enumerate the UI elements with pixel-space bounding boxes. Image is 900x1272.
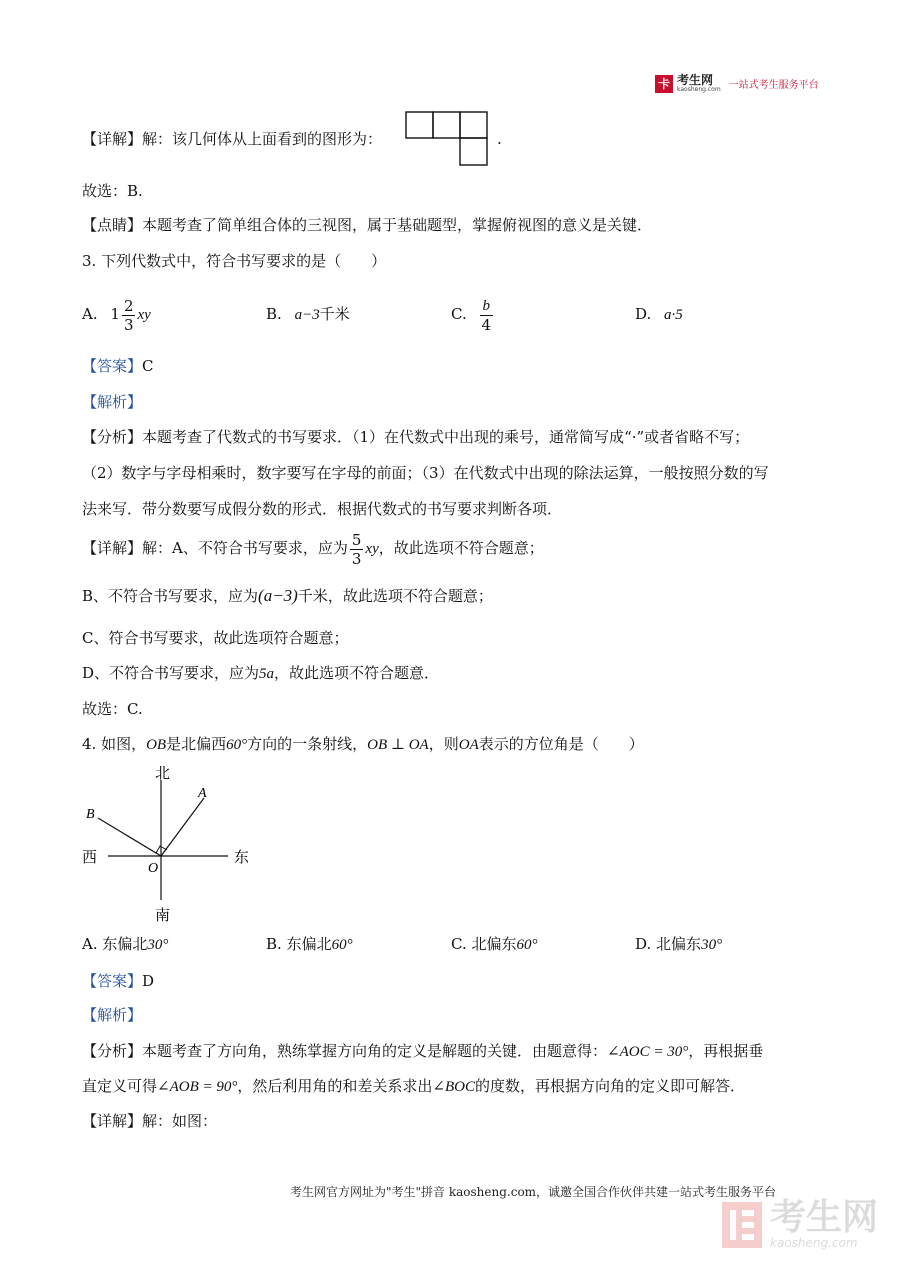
square-2 xyxy=(433,112,460,138)
q2-detail-period: . xyxy=(497,130,502,148)
label-west: 西 xyxy=(82,848,98,866)
ray-ob xyxy=(98,818,161,856)
answer-tag: 【答案】 xyxy=(82,357,143,375)
q3-detail-c: C、符合书写要求，故此选项符合题意； xyxy=(82,629,349,647)
watermark xyxy=(722,1197,879,1250)
q3-fenxi-3: 法来写．带分数要写成假分数的形式．根据代数式的书写要求判断各项． xyxy=(82,500,563,518)
detail-tag: 【详解】 xyxy=(82,130,143,148)
q3-detail-b: B、不符合书写要求，应为(a−3)千米，故此选项不符合题意； xyxy=(82,586,493,605)
q3-analysis-tag: 【解析】 xyxy=(82,393,143,411)
logo-name: 考生网 xyxy=(677,73,714,87)
q4-option-a: A. 东偏北30° xyxy=(82,935,169,953)
detail-tag: 【详解】 xyxy=(82,539,143,557)
q3-option-c: C. $\frac{b}{4}$ xyxy=(451,297,492,334)
footer-text: 考生网官方网址为"考生"拼音 kaosheng.com，诚邀全国合作伙伴共建一站式考生服务平台 xyxy=(290,1185,777,1199)
fenxi-tag: 【分析】 xyxy=(82,428,143,446)
q3-answer-line xyxy=(82,355,154,377)
watermark-name: 考生网 xyxy=(770,1197,879,1238)
q2-detail-line xyxy=(82,128,382,150)
q2-comment-text: 本题考查了简单组合体的三视图，属于基础题型，掌握俯视图的意义是关键． xyxy=(142,216,653,234)
direction-diagram xyxy=(78,760,258,930)
watermark-domain: kaosheng.com xyxy=(770,1236,858,1250)
q4-option-c: C. 北偏东60° xyxy=(451,935,538,953)
q2-detail-text: 解：该几何体从上面看到的图形为： xyxy=(142,130,383,148)
q3-answer: C xyxy=(142,357,154,375)
label-north: 北 xyxy=(155,764,171,782)
q3-stem: 3. 下列代数式中，符合书写要求的是（ ） xyxy=(82,252,387,270)
q3-detail-fraction: $\frac{5}{3}$ xyxy=(351,530,362,568)
q4-option-d: D. 北偏东30° xyxy=(635,935,723,953)
comment-tag: 【点睛】 xyxy=(82,216,143,234)
q3-detail-a: 【详解】解：A、不符合书写要求，应为 $\frac{5}{3}$ xy，故此选项不符合题意； xyxy=(82,530,544,568)
watermark-logo-icon xyxy=(722,1202,762,1248)
header-logo xyxy=(655,74,819,93)
logo-domain: kaosheng.com xyxy=(677,86,721,93)
answer-tag: 【答案】 xyxy=(82,972,143,990)
square-1 xyxy=(406,112,433,138)
q4-fenxi-1: 【分析】本题考查了方向角，熟练掌握方向角的定义是解题的关键．由题意得：∠AOC = 30°，再根据垂 xyxy=(82,1042,764,1060)
q4-analysis-tag: 【解析】 xyxy=(82,1006,143,1024)
q2-choose: 故选：B. xyxy=(82,182,143,200)
q3-option-d: D. a·5 xyxy=(635,305,683,323)
q4-stem: 4. 如图，OB是北偏西60°方向的一条射线，OB ⊥ OA，则OA表示的方位角是（ ） xyxy=(82,735,644,753)
detail-tag: 【详解】 xyxy=(82,1112,143,1130)
q3-c-fraction: $\frac{b}{4}$ xyxy=(481,297,492,334)
q3-fenxi-2: （2）数字与字母相乘时，数字要写在字母的前面；（3）在代数式中出现的除法运算，一般按照分数的写 xyxy=(82,464,769,482)
q4-answer: D xyxy=(142,972,155,990)
q3-option-a: A. 1 $\frac{2}{3}$ xy xyxy=(82,296,151,334)
label-south: 南 xyxy=(155,906,171,924)
label-a: A xyxy=(198,786,207,801)
q2-comment-line xyxy=(82,214,652,236)
label-east: 东 xyxy=(234,848,250,866)
label-o: O xyxy=(148,861,159,876)
q3-detail-d: D、不符合书写要求，应为5a，故此选项不符合题意． xyxy=(82,664,440,682)
q3-option-b: B. a−3千米 xyxy=(266,305,350,323)
q3-choose: 故选：C. xyxy=(82,700,143,718)
fenxi-tag: 【分析】 xyxy=(82,1042,143,1060)
kaosheng-logo-icon: 卡 xyxy=(655,75,673,93)
top-view-figure xyxy=(405,111,489,167)
q3-a-fraction: $\frac{2}{3}$ xyxy=(123,296,134,334)
q4-answer-line xyxy=(82,970,154,992)
ray-oa xyxy=(161,798,204,856)
square-3 xyxy=(460,112,487,138)
label-b: B xyxy=(86,807,95,822)
q4-fenxi-2: 直定义可得∠AOB = 90°，然后利用角的和差关系求出∠BOC的度数，再根据方向角的定义即可解答． xyxy=(82,1077,745,1095)
q4-option-b: B. 东偏北60° xyxy=(266,935,353,953)
square-4 xyxy=(460,138,487,165)
header-slogan: 一站式考生服务平台 xyxy=(728,80,819,91)
q4-detail: 【详解】解：如图： xyxy=(82,1112,218,1130)
q3-fenxi-1: 【分析】本题考查了代数式的书写要求．（1）在代数式中出现的乘号，通常简写成“·”或者省略不写； xyxy=(82,428,750,446)
